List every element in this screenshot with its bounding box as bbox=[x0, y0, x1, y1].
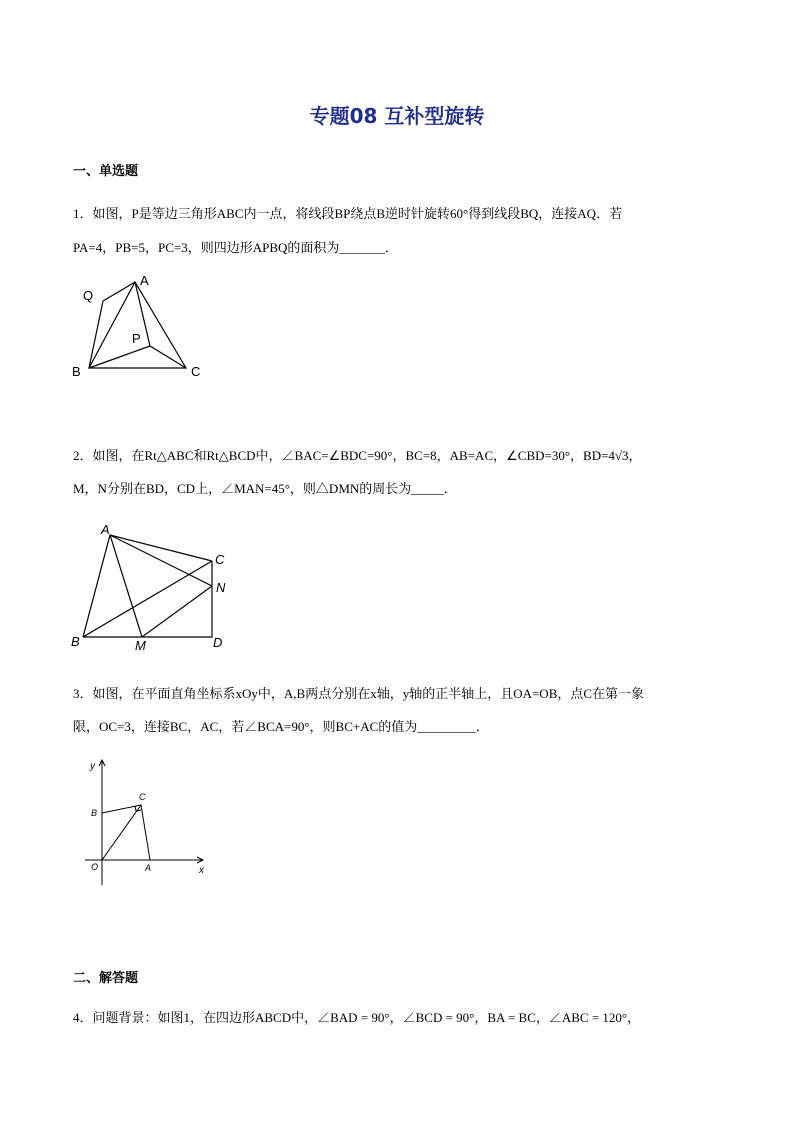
label-b: B bbox=[91, 808, 98, 818]
question-2-line-2: M，N分别在BD，CD上，∠MAN=45°，则△DMN的周长为_____． bbox=[73, 481, 457, 496]
label-d: D bbox=[213, 635, 223, 650]
question-1-line-1: 1．如图，P是等边三角形ABC内一点，将线段BP绕点B逆时针旋转60°得到线段BQ，连接AQ．若 bbox=[73, 206, 623, 221]
label-a: A bbox=[145, 863, 152, 873]
question-2-line-1: 2．如图，在Rt△ABC和Rt△BCD中，∠BAC=∠BDC=90°，BC=8，AB=AC，∠CBD=30°，BD=4√3， bbox=[73, 448, 642, 463]
figure-1-quadrilateral bbox=[65, 268, 215, 383]
label-x: x bbox=[199, 865, 204, 876]
label-c: C bbox=[215, 552, 225, 567]
section-heading-answer: 二、解答题 bbox=[73, 971, 139, 986]
triangle-abc bbox=[83, 535, 212, 637]
label-b: B bbox=[71, 634, 80, 649]
question-4-line-1: 4．问题背景：如图1，在四边形ABCD中，∠BAD = 90°，∠BCD = 90°，BA = BC，∠ABC = 120°， bbox=[73, 1010, 641, 1025]
section-heading-single-choice: 一、单选题 bbox=[73, 164, 139, 179]
label-n: N bbox=[216, 580, 226, 595]
figure-2-triangles bbox=[65, 520, 240, 655]
label-o: O bbox=[91, 862, 99, 872]
label-m: M bbox=[135, 638, 146, 653]
figure-3-coordinate-plane bbox=[85, 755, 215, 890]
label-p: P bbox=[132, 331, 141, 346]
page-title: 专题08 互补型旋转 bbox=[309, 104, 485, 128]
label-y: y bbox=[90, 761, 95, 772]
label-b: B bbox=[72, 364, 81, 379]
label-c: C bbox=[139, 792, 146, 802]
question-3-line-1: 3．如图，在平面直角坐标系xOy中，A,B两点分别在x轴，y轴的正半轴上，且OA=OB，点C在第一象 bbox=[73, 686, 645, 701]
segment-an bbox=[110, 535, 212, 586]
label-a: A bbox=[101, 522, 110, 537]
segment-bp bbox=[89, 346, 150, 368]
segment-bc bbox=[83, 561, 212, 637]
segments-bc-ca bbox=[102, 805, 150, 860]
label-a: A bbox=[140, 273, 149, 288]
segment-oc bbox=[102, 805, 141, 860]
question-1-line-2: PA=4，PB=5，PC=3，则四边形APBQ的面积为_______． bbox=[73, 240, 398, 255]
label-q: Q bbox=[83, 288, 94, 303]
question-3-line-2: 限，OC=3，连接BC，AC，若∠BCA=90°，则BC+AC的值为_________． bbox=[73, 719, 489, 734]
segment-am bbox=[110, 535, 142, 637]
segment-mn bbox=[142, 586, 212, 637]
label-c: C bbox=[191, 364, 201, 379]
